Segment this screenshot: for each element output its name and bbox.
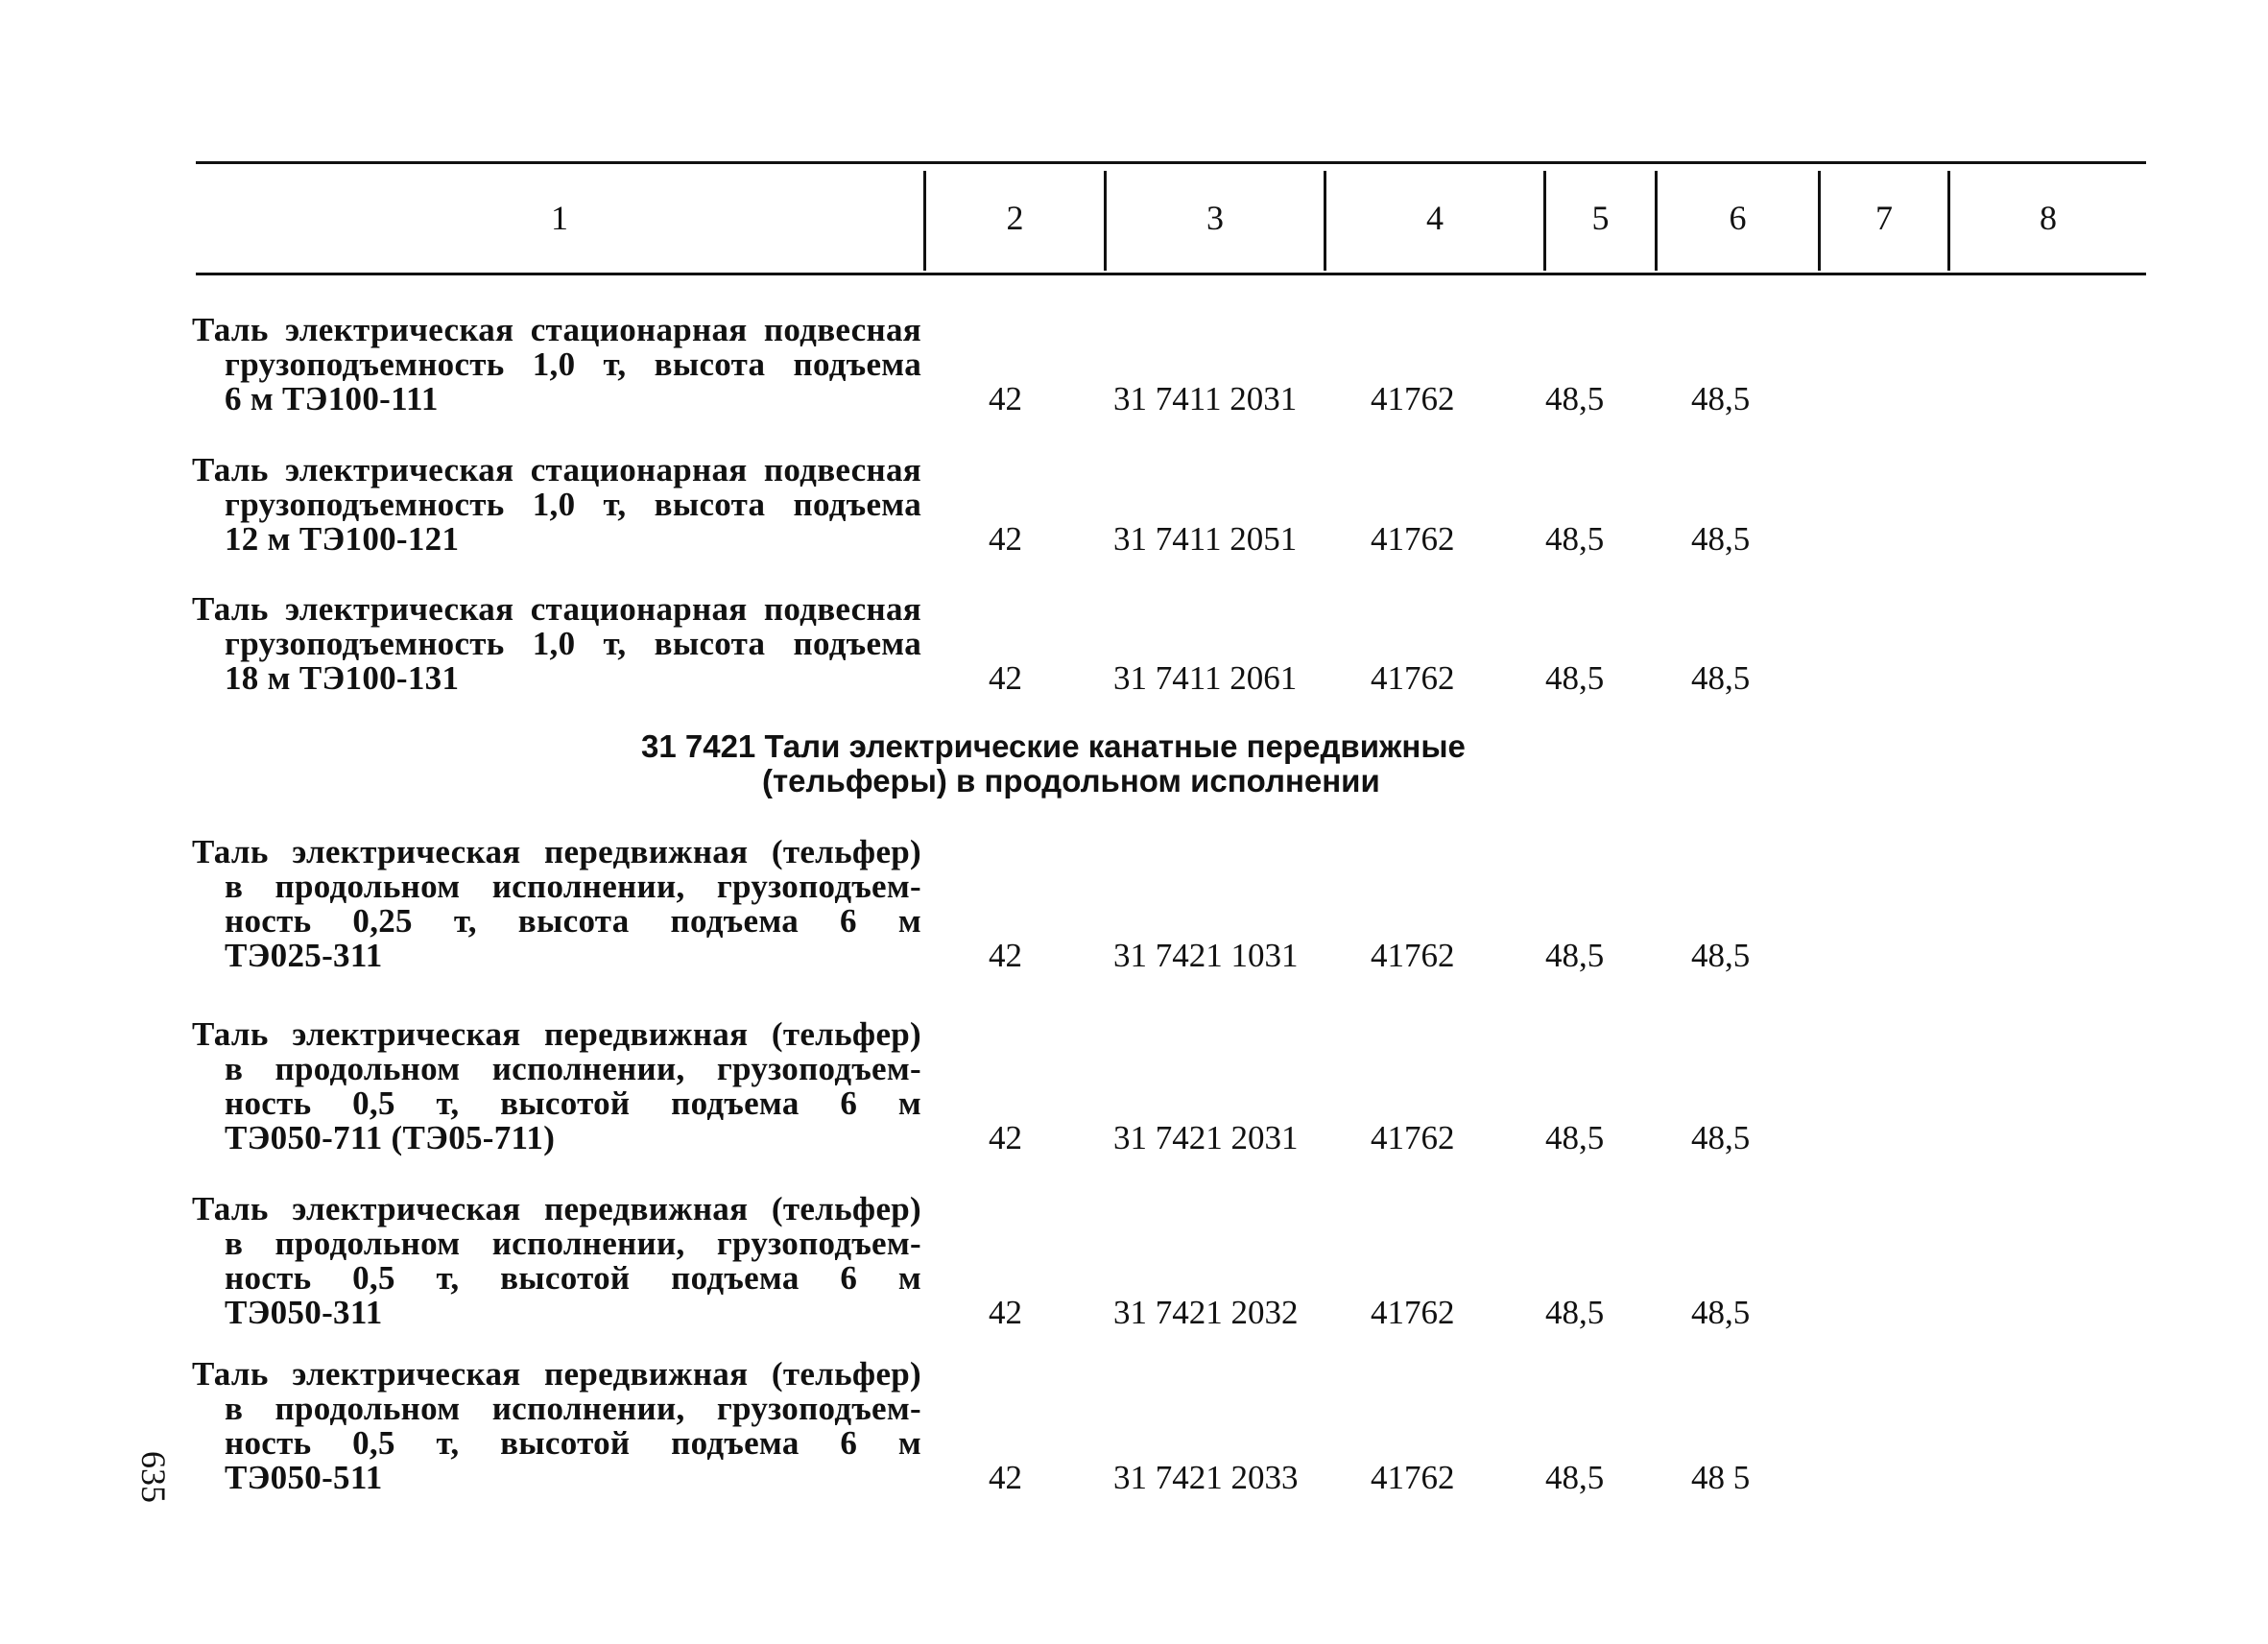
cell-col-3: 31 7421 2032 xyxy=(1113,1294,1299,1331)
header-col-6: 6 xyxy=(1729,199,1747,237)
description-line: Таль электрическая передвижная (тельфер) xyxy=(192,833,921,870)
description-line: 12 м ТЭ100-121 xyxy=(225,520,460,558)
cell-col-4: 41762 xyxy=(1371,1119,1455,1156)
description-line: в продольном исполнении, грузоподъем- xyxy=(225,1050,921,1087)
description-line: в продольном исполнении, грузоподъем- xyxy=(225,1225,921,1262)
cell-col-3: 31 7421 2033 xyxy=(1113,1459,1299,1496)
table-top-rule xyxy=(196,161,2146,164)
cell-col-4: 41762 xyxy=(1371,520,1455,558)
cell-col-6: 48,5 xyxy=(1691,380,1751,417)
description-line: ТЭ050-511 xyxy=(225,1459,383,1496)
cell-col-2: 42 xyxy=(989,380,1022,417)
header-col-8: 8 xyxy=(2040,199,2057,237)
cell-col-4: 41762 xyxy=(1371,1459,1455,1496)
cell-col-5: 48,5 xyxy=(1545,1459,1605,1496)
description-line: Таль электрическая передвижная (тельфер) xyxy=(192,1015,921,1053)
item-description xyxy=(192,313,921,417)
description-line: ность 0,5 т, высотой подъема 6 м xyxy=(225,1424,921,1462)
table-header xyxy=(196,165,2146,271)
description-line: ТЭ050-711 (ТЭ05-711) xyxy=(225,1119,556,1156)
item-description xyxy=(192,835,921,973)
description-line: ность 0,5 т, высотой подъема 6 м xyxy=(225,1084,921,1122)
header-col-3: 3 xyxy=(1206,199,1224,237)
item-description xyxy=(192,592,921,696)
description-line: ТЭ025-311 xyxy=(225,937,383,974)
cell-col-6: 48,5 xyxy=(1691,1119,1751,1156)
description-line: ность 0,25 т, высота подъема 6 м xyxy=(225,902,921,940)
description-line: Таль электрическая стационарная подвесная xyxy=(192,451,921,488)
cell-col-5: 48,5 xyxy=(1545,659,1605,697)
description-line: грузоподъемность 1,0 т, высота подъема xyxy=(225,486,921,523)
cell-col-3: 31 7421 2031 xyxy=(1113,1119,1299,1156)
cell-col-5: 48,5 xyxy=(1545,1294,1605,1331)
cell-col-5: 48,5 xyxy=(1545,520,1605,558)
cell-col-4: 41762 xyxy=(1371,380,1455,417)
item-description xyxy=(192,1357,921,1495)
section-heading-line: 31 7421 Тали электрические канатные передвижные xyxy=(641,728,1466,764)
cell-col-4: 41762 xyxy=(1371,659,1455,697)
cell-col-2: 42 xyxy=(989,659,1022,697)
cell-col-3: 31 7411 2051 xyxy=(1113,520,1298,558)
description-line: Таль электрическая стационарная подвесная xyxy=(192,590,921,628)
description-line: 18 м ТЭ100-131 xyxy=(225,659,460,697)
description-line: ТЭ050-311 xyxy=(225,1294,383,1331)
description-line: Таль электрическая передвижная (тельфер) xyxy=(192,1190,921,1227)
page-number: 635 xyxy=(134,1451,173,1503)
cell-col-4: 41762 xyxy=(1371,1294,1455,1331)
description-line: ность 0,5 т, высотой подъема 6 м xyxy=(225,1259,921,1297)
item-description xyxy=(192,453,921,557)
item-description xyxy=(192,1017,921,1156)
cell-col-3: 31 7421 1031 xyxy=(1113,937,1299,974)
description-line: Таль электрическая передвижная (тельфер) xyxy=(192,1355,921,1393)
header-col-1: 1 xyxy=(551,199,568,237)
cell-col-2: 42 xyxy=(989,937,1022,974)
cell-col-2: 42 xyxy=(989,1459,1022,1496)
cell-col-3: 31 7411 2031 xyxy=(1113,380,1298,417)
cell-col-5: 48,5 xyxy=(1545,380,1605,417)
description-line: Таль электрическая стационарная подвесная xyxy=(192,311,921,348)
description-line: в продольном исполнении, грузоподъем- xyxy=(225,868,921,905)
table-header-bottom-rule xyxy=(196,273,2146,275)
header-col-4: 4 xyxy=(1426,199,1444,237)
cell-col-5: 48,5 xyxy=(1545,937,1605,974)
cell-col-6: 48,5 xyxy=(1691,1294,1751,1331)
description-line: грузоподъемность 1,0 т, высота подъема xyxy=(225,345,921,383)
cell-col-6: 48,5 xyxy=(1691,937,1751,974)
header-col-2: 2 xyxy=(1006,199,1024,237)
cell-col-2: 42 xyxy=(989,1294,1022,1331)
description-line: грузоподъемность 1,0 т, высота подъема xyxy=(225,625,921,662)
item-description xyxy=(192,1192,921,1330)
description-line: 6 м ТЭ100-111 xyxy=(225,380,439,417)
cell-col-5: 48,5 xyxy=(1545,1119,1605,1156)
header-col-7: 7 xyxy=(1875,199,1893,237)
cell-col-6: 48,5 xyxy=(1691,659,1751,697)
cell-col-4: 41762 xyxy=(1371,937,1455,974)
description-line: в продольном исполнении, грузоподъем- xyxy=(225,1390,921,1427)
header-col-5: 5 xyxy=(1591,199,1610,237)
cell-col-2: 42 xyxy=(989,520,1022,558)
cell-col-3: 31 7411 2061 xyxy=(1113,659,1298,697)
cell-col-6: 48 5 xyxy=(1691,1459,1751,1496)
section-heading-line: (тельферы) в продольном исполнении xyxy=(762,763,1380,798)
cell-col-2: 42 xyxy=(989,1119,1022,1156)
cell-col-6: 48,5 xyxy=(1691,520,1751,558)
